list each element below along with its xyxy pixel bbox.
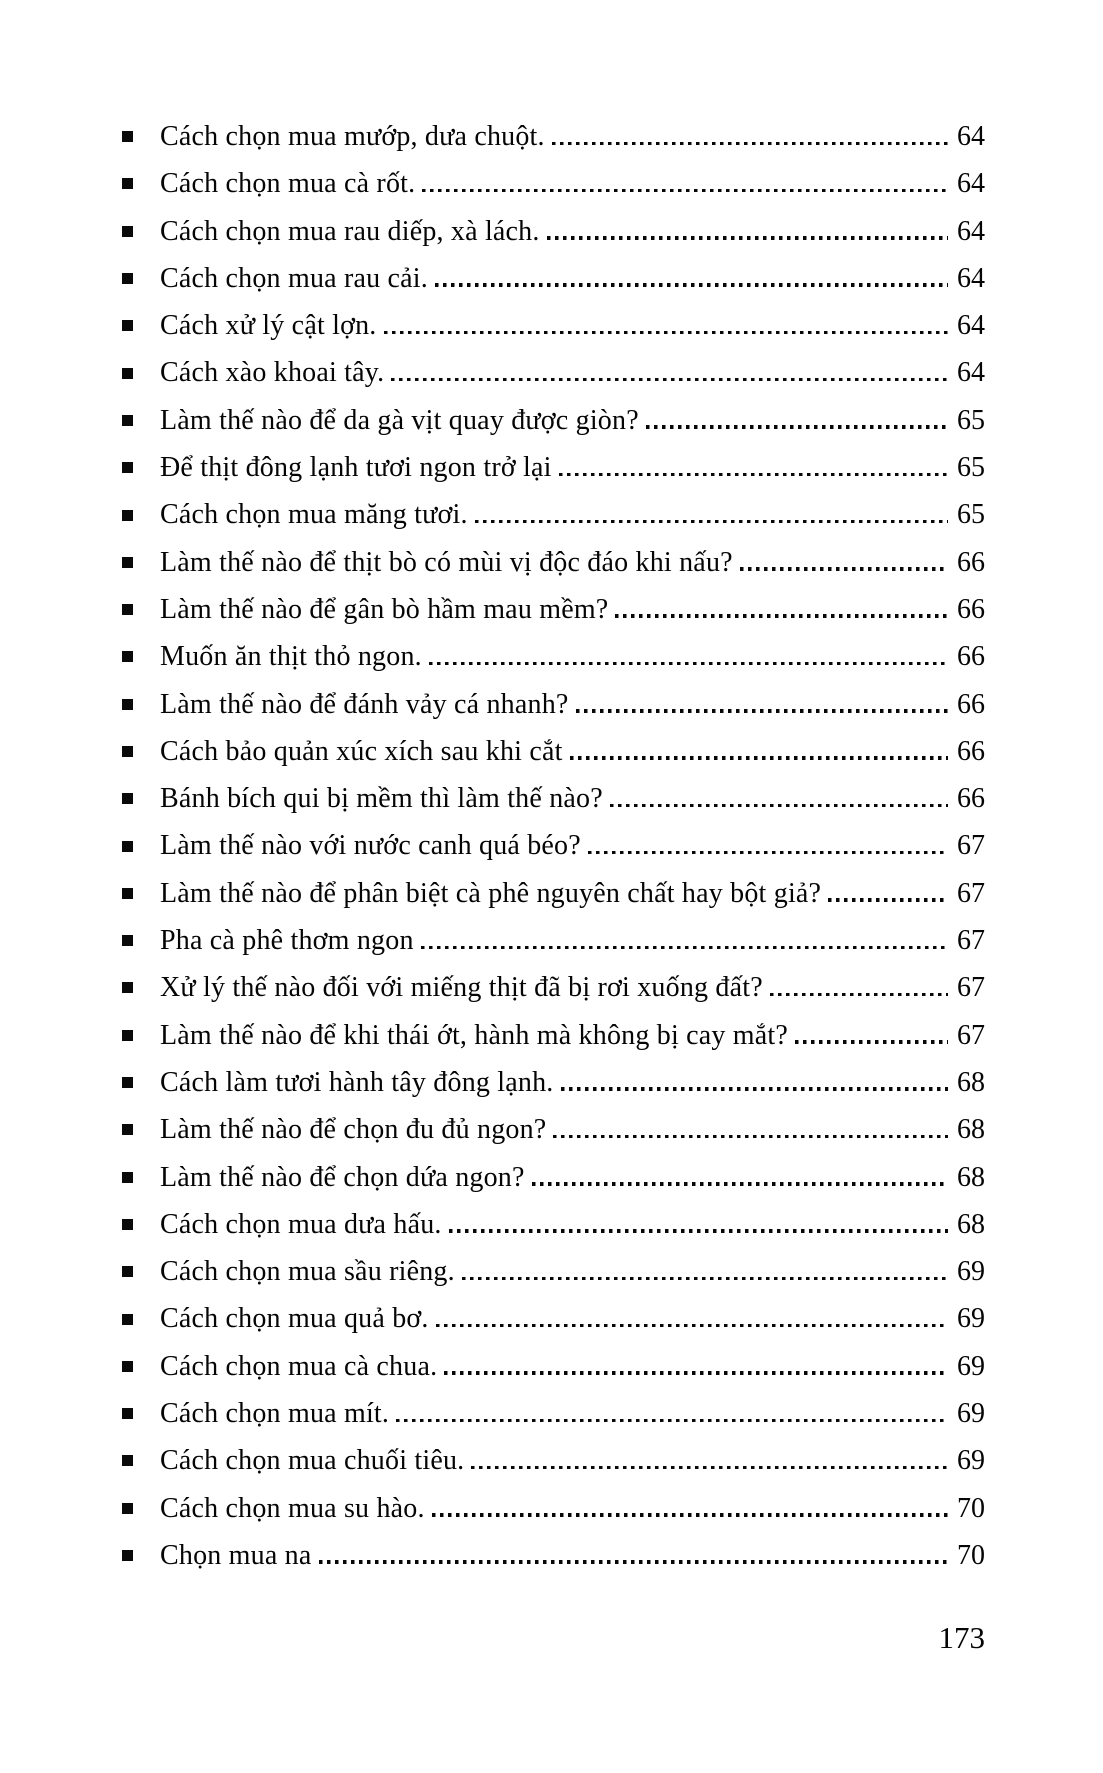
toc-entry-page-number: 70 — [957, 1492, 985, 1524]
dot-leader — [444, 1371, 948, 1375]
toc-entry-title: Pha cà phê thơm ngon — [160, 925, 414, 957]
toc-entry-title: Làm thế nào để chọn đu đủ ngon? — [160, 1114, 547, 1146]
toc-entry-title: Làm thế nào với nước canh quá béo? — [160, 830, 581, 862]
footer-page-number: 173 — [938, 1620, 985, 1655]
dot-leader — [532, 1182, 948, 1186]
toc-entry-page-number: 65 — [957, 404, 985, 436]
dot-leader — [435, 283, 948, 287]
square-bullet-icon — [122, 1314, 133, 1325]
square-bullet-icon — [122, 462, 133, 473]
toc-entry-page-number: 67 — [957, 877, 985, 909]
dot-leader — [770, 993, 948, 997]
toc-entry-page-number: 66 — [957, 688, 985, 720]
toc-entry — [122, 1059, 985, 1106]
toc-entry-page-number: 66 — [957, 783, 985, 815]
square-bullet-icon — [122, 368, 133, 379]
toc-entry-page-number: 67 — [957, 925, 985, 957]
square-bullet-icon — [122, 982, 133, 993]
toc-entry-page-number: 69 — [957, 1256, 985, 1288]
toc-list — [122, 113, 985, 1579]
toc-entry-title: Cách chọn mua rau diếp, xà lách. — [160, 215, 540, 247]
toc-entry — [122, 870, 985, 917]
toc-entry-page-number: 64 — [957, 310, 985, 342]
toc-entry-title: Xử lý thế nào đối với miếng thịt đã bị rơi xuống đất? — [160, 972, 763, 1004]
toc-entry — [122, 208, 985, 255]
toc-entry-title: Muốn ăn thịt thỏ ngon. — [160, 641, 422, 673]
toc-entry-title: Làm thế nào để đánh vảy cá nhanh? — [160, 688, 569, 720]
dot-leader — [391, 378, 948, 382]
square-bullet-icon — [122, 604, 133, 615]
dot-leader — [795, 1040, 948, 1044]
square-bullet-icon — [122, 1124, 133, 1135]
toc-entry-page-number: 69 — [957, 1303, 985, 1335]
square-bullet-icon — [122, 1219, 133, 1230]
square-bullet-icon — [122, 1266, 133, 1277]
toc-entry — [122, 1485, 985, 1532]
toc-entry-page-number: 64 — [957, 357, 985, 389]
dot-leader — [576, 709, 948, 713]
toc-entry — [122, 539, 985, 586]
toc-entry — [122, 1248, 985, 1295]
square-bullet-icon — [122, 746, 133, 757]
toc-entry — [122, 964, 985, 1011]
toc-entry-title: Cách xào khoai tây. — [160, 357, 385, 389]
toc-entry-title: Bánh bích qui bị mềm thì làm thế nào? — [160, 783, 603, 815]
toc-entry-page-number: 66 — [957, 546, 985, 578]
toc-entry-page-number: 67 — [957, 830, 985, 862]
dot-leader — [615, 614, 948, 618]
toc-entry-page-number: 66 — [957, 593, 985, 625]
toc-entry — [122, 302, 985, 349]
toc-entry-page-number: 67 — [957, 972, 985, 1004]
toc-entry-page-number: 69 — [957, 1350, 985, 1382]
toc-entry-page-number: 67 — [957, 1019, 985, 1051]
toc-entry-title: Làm thế nào để khi thái ớt, hành mà không bị cay mắt? — [160, 1019, 789, 1051]
dot-leader — [471, 1466, 948, 1470]
toc-entry-page-number: 66 — [957, 735, 985, 767]
toc-entry — [122, 775, 985, 822]
dot-leader — [552, 142, 948, 146]
dot-leader — [319, 1560, 948, 1564]
dot-leader — [553, 1135, 948, 1139]
toc-entry — [122, 1295, 985, 1342]
square-bullet-icon — [122, 699, 133, 710]
dot-leader — [588, 851, 948, 855]
toc-entry — [122, 1343, 985, 1390]
toc-entry — [122, 1012, 985, 1059]
toc-entry-title: Cách chọn mua cà chua. — [160, 1350, 438, 1382]
dot-leader — [429, 662, 948, 666]
square-bullet-icon — [122, 651, 133, 662]
toc-entry-title: Để thịt đông lạnh tươi ngon trở lại — [160, 452, 552, 484]
toc-entry-page-number: 64 — [957, 168, 985, 200]
toc-entry — [122, 444, 985, 491]
square-bullet-icon — [122, 226, 133, 237]
toc-entry-title: Làm thế nào để gân bò hầm mau mềm? — [160, 593, 609, 625]
toc-entry — [122, 586, 985, 633]
toc-entry-title: Cách chọn mua su hào. — [160, 1492, 425, 1524]
toc-entry — [122, 681, 985, 728]
toc-entry-title: Làm thế nào để chọn dứa ngon? — [160, 1161, 525, 1193]
dot-leader — [570, 756, 948, 760]
dot-leader — [559, 473, 948, 477]
dot-leader — [421, 946, 948, 950]
toc-entry — [122, 397, 985, 444]
toc-entry-title: Cách chọn mua quả bơ. — [160, 1303, 429, 1335]
toc-entry — [122, 1201, 985, 1248]
square-bullet-icon — [122, 793, 133, 804]
toc-entry — [122, 917, 985, 964]
toc-entry — [122, 1532, 985, 1579]
toc-entry-title: Cách chọn mua dưa hấu. — [160, 1208, 442, 1240]
toc-entry-page-number: 68 — [957, 1114, 985, 1146]
toc-entry-title: Cách xử lý cật lợn. — [160, 310, 377, 342]
toc-entry-page-number: 64 — [957, 215, 985, 247]
toc-entry — [122, 113, 985, 160]
toc-entry-page-number: 68 — [957, 1208, 985, 1240]
toc-entry-title: Làm thế nào để da gà vịt quay được giòn? — [160, 404, 639, 436]
toc-entry — [122, 255, 985, 302]
toc-entry-title: Làm thế nào để thịt bò có mùi vị độc đáo khi nấu? — [160, 546, 733, 578]
square-bullet-icon — [122, 888, 133, 899]
toc-entry-title: Cách chọn mua rau cải. — [160, 262, 428, 294]
dot-leader — [422, 189, 948, 193]
dot-leader — [436, 1324, 948, 1328]
toc-entry-page-number: 68 — [957, 1066, 985, 1098]
toc-entry-title: Chọn mua na — [160, 1539, 312, 1571]
toc-entry-title: Cách bảo quản xúc xích sau khi cắt — [160, 735, 563, 767]
toc-entry — [122, 1106, 985, 1153]
toc-entry-page-number: 65 — [957, 499, 985, 531]
dot-leader — [828, 898, 948, 902]
dot-leader — [462, 1277, 948, 1281]
dot-leader — [610, 804, 948, 808]
dot-leader — [561, 1087, 948, 1091]
toc-entry — [122, 822, 985, 869]
dot-leader — [547, 236, 948, 240]
toc-entry — [122, 349, 985, 396]
dot-leader — [646, 425, 948, 429]
toc-entry-page-number: 64 — [957, 262, 985, 294]
toc-entry — [122, 160, 985, 207]
toc-entry-title: Cách chọn mua măng tươi. — [160, 499, 468, 531]
toc-entry-title: Cách chọn mua chuối tiêu. — [160, 1445, 465, 1477]
square-bullet-icon — [122, 1172, 133, 1183]
toc-entry-page-number: 70 — [957, 1539, 985, 1571]
toc-entry-page-number: 69 — [957, 1445, 985, 1477]
toc-entry-page-number: 69 — [957, 1398, 985, 1430]
square-bullet-icon — [122, 841, 133, 852]
toc-entry-page-number: 68 — [957, 1161, 985, 1193]
square-bullet-icon — [122, 935, 133, 946]
dot-leader — [740, 567, 948, 571]
toc-entry — [122, 491, 985, 538]
dot-leader — [449, 1229, 948, 1233]
toc-entry — [122, 1154, 985, 1201]
square-bullet-icon — [122, 557, 133, 568]
square-bullet-icon — [122, 131, 133, 142]
square-bullet-icon — [122, 415, 133, 426]
square-bullet-icon — [122, 1408, 133, 1419]
toc-entry — [122, 633, 985, 680]
dot-leader — [432, 1513, 948, 1517]
square-bullet-icon — [122, 1361, 133, 1372]
toc-entry-page-number: 65 — [957, 452, 985, 484]
dot-leader — [396, 1419, 948, 1423]
toc-entry-title: Cách chọn mua cà rốt. — [160, 168, 416, 200]
toc-entry-title: Cách chọn mua mít. — [160, 1398, 390, 1430]
toc-entry — [122, 728, 985, 775]
square-bullet-icon — [122, 1455, 133, 1466]
toc-entry-title: Cách làm tươi hành tây đông lạnh. — [160, 1066, 554, 1098]
square-bullet-icon — [122, 1550, 133, 1561]
square-bullet-icon — [122, 1077, 133, 1088]
toc-entry-title: Cách chọn mua mướp, dưa chuột. — [160, 121, 545, 152]
square-bullet-icon — [122, 273, 133, 284]
square-bullet-icon — [122, 1030, 133, 1041]
toc-entry-page-number: 64 — [957, 121, 985, 152]
toc-entry-title: Làm thế nào để phân biệt cà phê nguyên chất hay bột giả? — [160, 877, 822, 909]
square-bullet-icon — [122, 178, 133, 189]
square-bullet-icon — [122, 510, 133, 521]
square-bullet-icon — [122, 1503, 133, 1514]
dot-leader — [384, 331, 948, 335]
square-bullet-icon — [122, 320, 133, 331]
toc-entry-page-number: 66 — [957, 641, 985, 673]
toc-entry — [122, 1390, 985, 1437]
toc-entry-title: Cách chọn mua sầu riêng. — [160, 1256, 455, 1288]
toc-entry — [122, 1437, 985, 1484]
dot-leader — [475, 520, 948, 524]
